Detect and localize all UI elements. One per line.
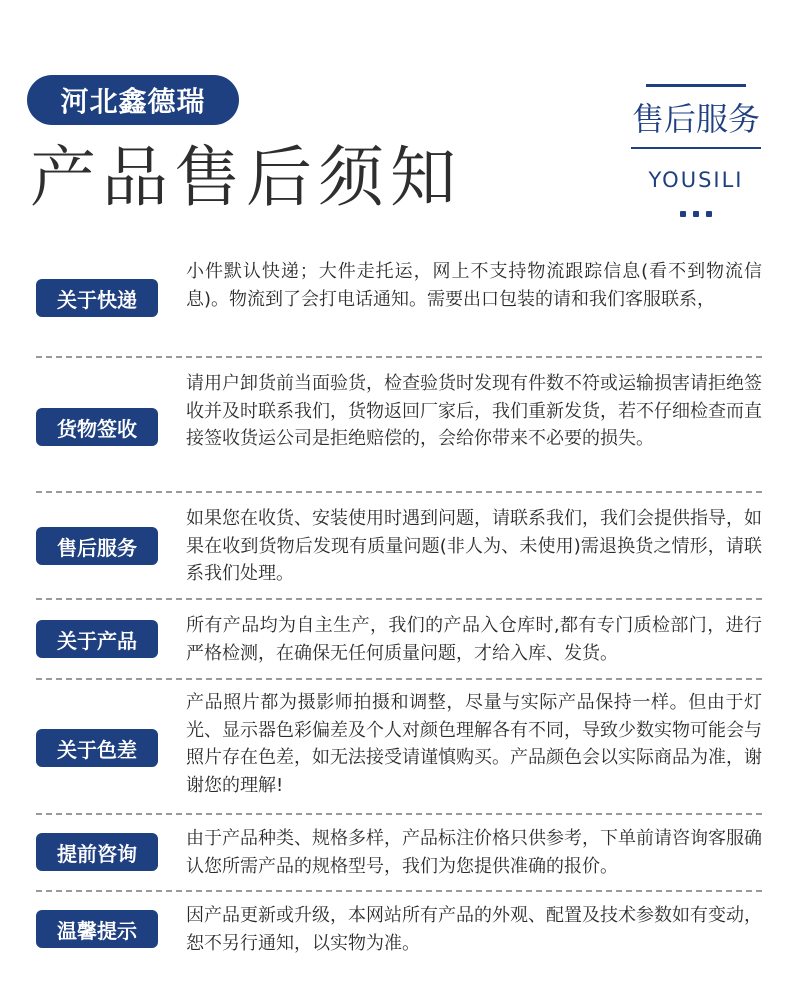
section-text: 如果您在收货、安装使用时遇到问题，请联系我们，我们会提供指导，如果在收到货物后发现有质量问题(非人为、未使用)需退换货之情形，请联系我们处理。	[186, 508, 762, 584]
divider	[36, 813, 762, 815]
service-block	[626, 84, 766, 217]
divider	[36, 890, 762, 892]
section-product	[36, 612, 762, 672]
service-title: 售后服务	[631, 100, 760, 138]
section-tag: 温馨提示	[36, 910, 158, 948]
divider	[646, 84, 746, 87]
section-tag: 关于色差	[36, 729, 158, 767]
section-text: 产品照片都为摄影师拍摄和调整，尽量与实际产品保持一样。但由于灯光、显示器色彩偏差及个人对颜色理解各有不同，导致少数实物可能会与照片存在色差，如无法接受请谨慎购买。产品颜色会以实际商品为准，谢谢您的理解!	[186, 692, 762, 796]
section-tag: 售后服务	[36, 527, 158, 565]
divider	[631, 147, 761, 149]
divider	[36, 598, 762, 600]
section-consult	[36, 825, 762, 885]
section-text: 因产品更新或升级，本网站所有产品的外观、配置及技术参数如有变动，恕不另行通知，以实物为准。	[186, 905, 762, 954]
divider	[36, 356, 762, 358]
section-tag: 关于快递	[36, 279, 158, 317]
page-title: 产品售后须知	[30, 139, 462, 216]
section-after-sales	[36, 505, 762, 593]
section-text: 请用户卸货前当面验货，检查验货时发现有件数不符或运输损害请拒绝签收并及时联系我们，货物返回厂家后，我们重新发货，若不仔细检查而直接签收货运公司是拒绝赔偿的，会给你带来不必要的损失。	[186, 373, 762, 449]
section-tag: 货物签收	[36, 408, 158, 446]
section-text: 小件默认快递；大件走托运，网上不支持物流跟踪信息(看不到物流信息)。物流到了会打电话通知。需要出口包装的请和我们客服联系，	[186, 261, 762, 310]
divider	[36, 491, 762, 493]
section-tag: 提前咨询	[36, 833, 158, 871]
divider	[36, 678, 762, 680]
section-tag: 关于产品	[36, 620, 158, 658]
section-text: 由于产品种类、规格多样，产品标注价格只供参考，下单前请咨询客服确认您所需产品的规格型号，我们为您提供准确的报价。	[186, 828, 762, 877]
section-notice	[36, 902, 762, 962]
section-delivery	[36, 258, 762, 354]
service-subtitle: YOUSILI	[648, 168, 744, 192]
brand-badge: 河北鑫德瑞	[27, 75, 239, 125]
section-text: 所有产品均为自主生产，我们的产品入仓库时,都有专门质检部门，进行严格检测，在确保无任何质量问题，才给入库、发货。	[186, 615, 762, 664]
section-color	[36, 689, 762, 804]
section-receipt	[36, 370, 762, 485]
dots-decoration	[626, 211, 766, 217]
